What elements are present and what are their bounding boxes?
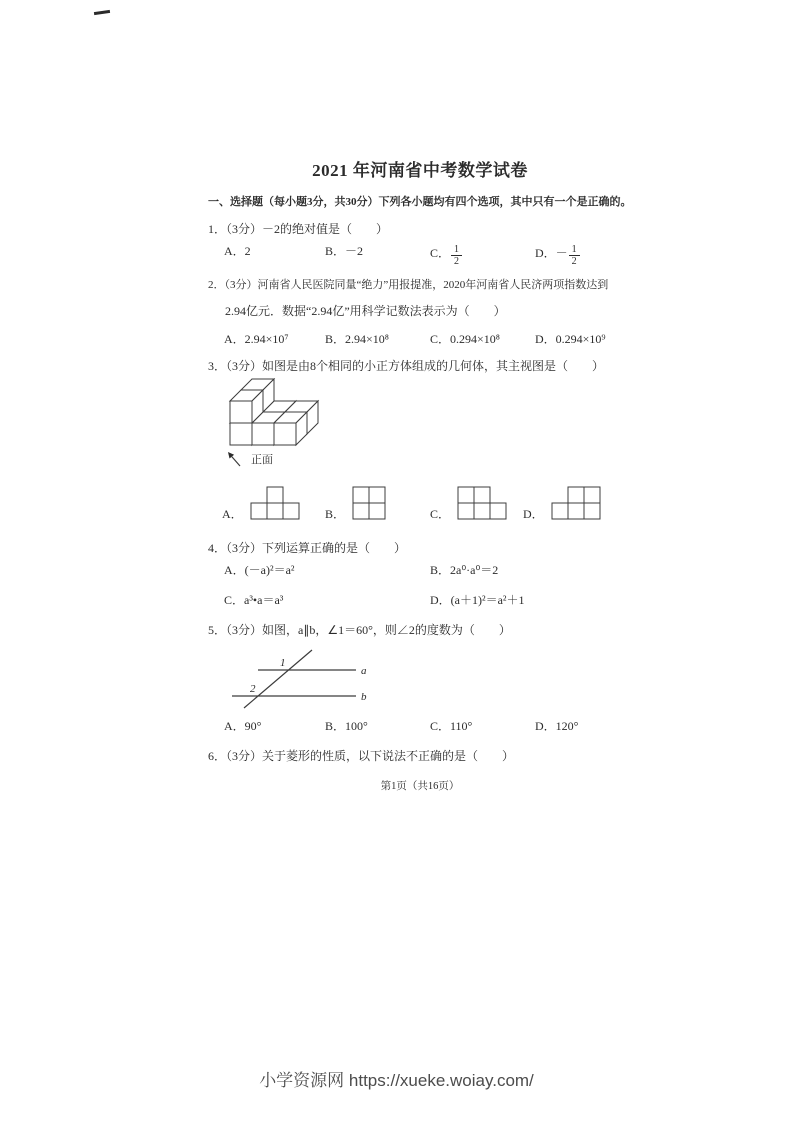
q3-figure-b — [352, 486, 402, 520]
q3-solid-figure — [228, 378, 320, 448]
q2-options — [208, 332, 638, 362]
angle-1-label: 1 — [280, 657, 286, 669]
grid-cell — [568, 487, 584, 503]
q6-stem: 6．（3分）关于菱形的性质，以下说法不正确的是（ ） — [208, 749, 515, 763]
scan-artifact — [94, 10, 110, 15]
grid-cell — [251, 503, 267, 519]
front-arrow-icon — [226, 450, 244, 468]
grid-cell — [458, 503, 474, 519]
page-number-footer: 第1页（共16页） — [380, 781, 460, 792]
exam-content — [208, 0, 638, 1122]
grid-cell — [267, 503, 283, 519]
page-title: 2021 年河南省中考数学试卷 — [312, 161, 528, 180]
q5-stem: 5．（3分）如图，a∥b，∠1＝60°，则∠2的度数为（ ） — [208, 623, 511, 637]
fraction-numerator: 1 — [569, 244, 580, 256]
front-label: 正面 — [251, 454, 273, 467]
angle-2-label: 2 — [250, 683, 256, 695]
q5-parallel-lines-figure — [228, 646, 378, 714]
q3-option-d — [523, 486, 601, 520]
q1-option-b: B．－2 — [325, 244, 364, 258]
grid-cell — [283, 503, 299, 519]
q5-option-b: B．100° — [325, 719, 368, 733]
q3-option-figures — [208, 486, 638, 526]
grid-cell — [369, 503, 385, 519]
q3-figure-c — [457, 486, 507, 520]
q3-option-a-label: A． — [222, 507, 243, 521]
cube-front-face — [252, 423, 274, 445]
watermark-link[interactable]: 小学资源网 https://xueke.woiay.com/ — [259, 1071, 534, 1090]
grid-cell — [353, 503, 369, 519]
q2-stem-line2: 2.94亿元．数据“2.94亿”用科学记数法表示为（ ） — [225, 304, 506, 318]
q2-stem-line1: 2．（3分）河南省人民医院同量“绝力”用报提准，2020年河南省人民济两项指数达到 — [208, 279, 609, 291]
q2-option-c: C．0.294×10⁸ — [430, 332, 500, 346]
q2-option-d: D．0.294×10⁹ — [535, 332, 606, 346]
q3-stem: 3．（3分）如图是由8个相同的小正方体组成的几何体，其主视图是（ ） — [208, 359, 605, 373]
grid-cell — [568, 503, 584, 519]
section-header: 一、选择题（每小题3分，共30分）下列各小题均有四个选项，其中只有一个是正确的。 — [208, 196, 632, 208]
q3-option-b-label: B． — [325, 507, 346, 521]
cube-front-face — [274, 423, 296, 445]
q2-option-b: B．2.94×10⁸ — [325, 332, 389, 346]
q3-figure-a — [250, 486, 300, 520]
q4-options-row1 — [208, 563, 638, 593]
grid-cell — [458, 487, 474, 503]
q4-option-c: C．a³•a＝a³ — [224, 593, 284, 607]
q1-options — [208, 244, 638, 274]
q1-option-d-label: D．－ — [535, 246, 568, 260]
q1-stem: 1．（3分）－2的绝对值是（ ） — [208, 222, 389, 236]
q1-option-d — [535, 244, 581, 267]
q4-stem: 4．（3分）下列运算正确的是（ ） — [208, 541, 407, 555]
q3-option-c-label: C． — [430, 507, 451, 521]
grid-cell — [490, 503, 506, 519]
q5-option-a: A．90° — [224, 719, 262, 733]
q2-option-a: A．2.94×10⁷ — [224, 332, 289, 346]
q5-option-d: D．120° — [535, 719, 579, 733]
q4-option-d: D．(a＋1)²＝a²＋1 — [430, 593, 525, 607]
q3-option-c — [430, 486, 507, 520]
q3-option-d-label: D． — [523, 507, 544, 521]
q3-front-indicator — [226, 450, 273, 468]
q4-option-a: A．(－a)²＝a² — [224, 563, 295, 577]
line-a-label: a — [361, 665, 367, 677]
q4-option-b: B．2a⁰·a⁰＝2 — [430, 563, 499, 577]
fraction — [569, 244, 580, 267]
fraction-denominator: 2 — [454, 256, 460, 267]
transversal-line — [244, 650, 312, 708]
grid-cell — [552, 503, 568, 519]
q1-option-a: A．2 — [224, 244, 251, 258]
grid-cell — [369, 487, 385, 503]
cube-front-face — [230, 401, 252, 423]
grid-cell — [353, 487, 369, 503]
fraction — [451, 244, 462, 267]
q3-option-a — [222, 486, 300, 520]
q3-figure-d — [551, 486, 601, 520]
q5-options — [208, 719, 638, 749]
grid-cell — [474, 487, 490, 503]
grid-cell — [584, 503, 600, 519]
q3-option-b — [325, 486, 402, 520]
q5-option-c: C．110° — [430, 719, 473, 733]
cube-front-face — [230, 423, 252, 445]
grid-cell — [267, 487, 283, 503]
grid-cell — [474, 503, 490, 519]
fraction-denominator: 2 — [571, 256, 577, 267]
grid-cell — [584, 487, 600, 503]
q1-option-c-label: C． — [430, 246, 451, 260]
line-b-label: b — [361, 691, 367, 703]
q4-options-row2 — [208, 593, 638, 623]
q1-option-c — [430, 244, 463, 267]
fraction-numerator: 1 — [451, 244, 462, 256]
